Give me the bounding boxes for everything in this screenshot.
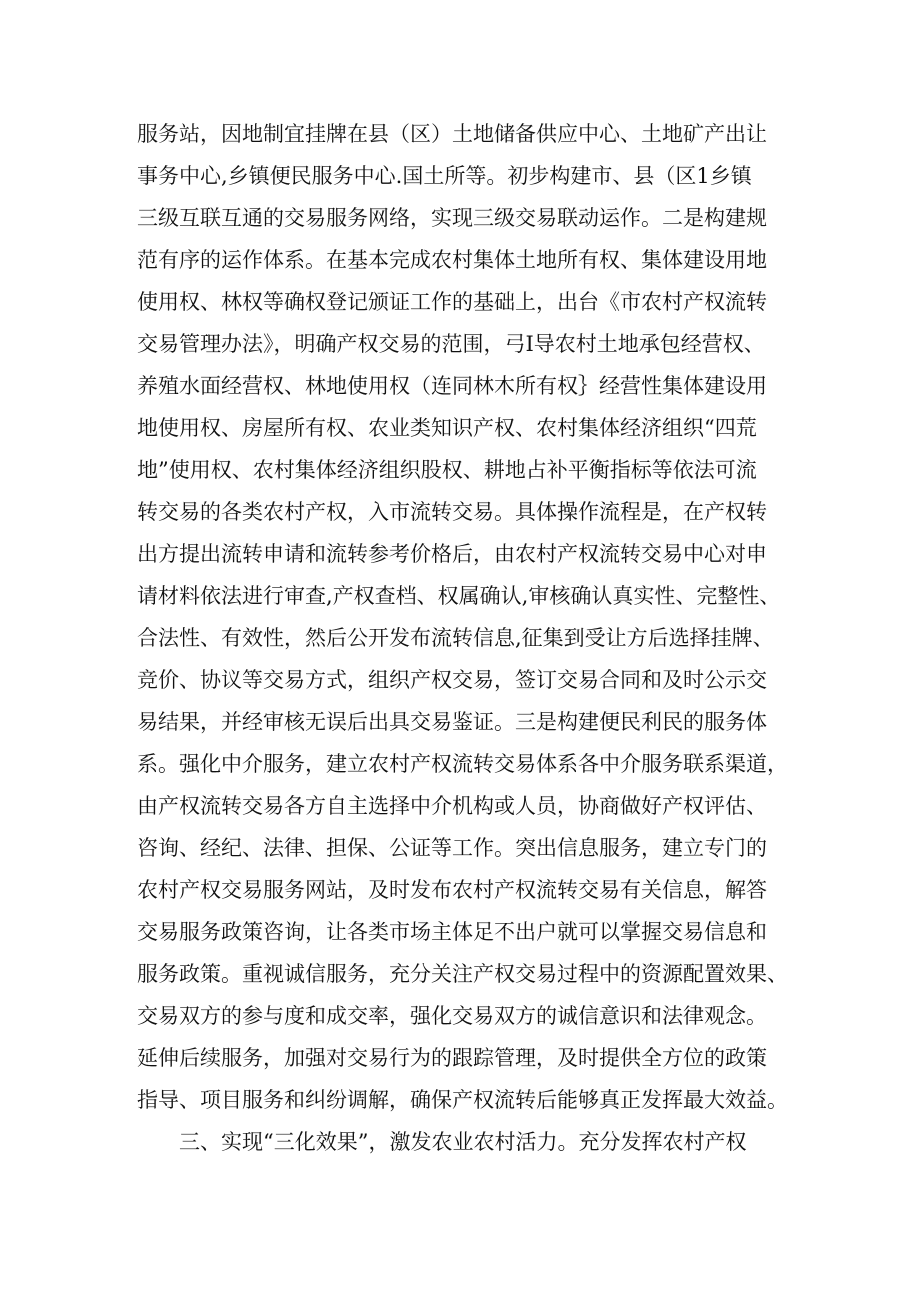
text-line: 服务政策。重视诚信服务，充分关注产权交易过程中的资源配置效果、 xyxy=(137,962,788,986)
text-line: 交易管理办法》，明确产权交易的范围，弓I导农村土地承包经营权、 xyxy=(137,332,765,356)
text-line: 事务中心,乡镇便民服务中心.国土所等。初步构建市、县（区1乡镇 xyxy=(137,164,752,188)
text-line: 咨询、经纪、法律、担保、公证等工作。突出信息服务，建立专门的 xyxy=(137,836,767,860)
text-line: 范有序的运作体系。在基本完成农村集体土地所有权、集体建设用地 xyxy=(137,248,767,272)
text-line: 指导、项目服务和纠纷调解，确保产权流转后能够真正发挥最大效益。 xyxy=(137,1088,788,1112)
text-line: 使用权、林权等确权登记颁证工作的基础上，出台《市农村产权流转 xyxy=(137,290,767,314)
text-line: 竞价、协议等交易方式，组织产权交易，签订交易合同和及时公示交 xyxy=(137,668,767,692)
text-line: 服务站，因地制宜挂牌在县（区）土地储备供应中心、土地矿产出让 xyxy=(137,122,767,146)
section-heading-line: 三、实现“三化效果”，激发农业农村活力。充分发挥农村产权 xyxy=(179,1130,747,1154)
text-line: 农村产权交易服务网站，及时发布农村产权流转交易有关信息，解答 xyxy=(137,878,767,902)
text-line: 延伸后续服务，加强对交易行为的跟踪管理，及时提供全方位的政策 xyxy=(137,1046,767,1070)
text-line: 养殖水面经营权、林地使用权（连同林木所有权｝经营性集体建设用 xyxy=(137,374,767,398)
text-line: 地”使用权、农村集体经济组织股权、耕地占补平衡指标等依法可流 xyxy=(137,458,757,482)
text-line: 合法性、有效性，然后公开发布流转信息,征集到受让方后选择挂牌、 xyxy=(137,626,774,650)
text-line: 请材料依法进行审查,产权查档、权属确认,审核确认真实性、完整性、 xyxy=(137,584,781,608)
text-line: 交易双方的参与度和成交率，强化交易双方的诚信意识和法律观念。 xyxy=(137,1004,767,1028)
body-text xyxy=(137,113,807,1163)
text-line: 系。强化中介服务，建立农村产权流转交易体系各中介服务联系渠道， xyxy=(137,752,788,776)
text-line: 易结果，并经审核无误后出具交易鉴证。三是构建便民利民的服务体 xyxy=(137,710,767,734)
text-line: 三级互联互通的交易服务网络，实现三级交易联动运作。二是构建规 xyxy=(137,206,767,230)
text-line: 由产权流转交易各方自主选择中介机构或人员，协商做好产权评估、 xyxy=(137,794,767,818)
text-line: 交易服务政策咨询，让各类市场主体足不出户就可以掌握交易信息和 xyxy=(137,920,767,944)
text-line: 出方提出流转申请和流转参考价格后，由农村产权流转交易中心对申 xyxy=(137,542,767,566)
text-line: 地使用权、房屋所有权、农业类知识产权、农村集体经济组织“四荒 xyxy=(137,416,757,440)
text-line: 转交易的各类农村产权，入市流转交易。具体操作流程是，在产权转 xyxy=(137,500,767,524)
